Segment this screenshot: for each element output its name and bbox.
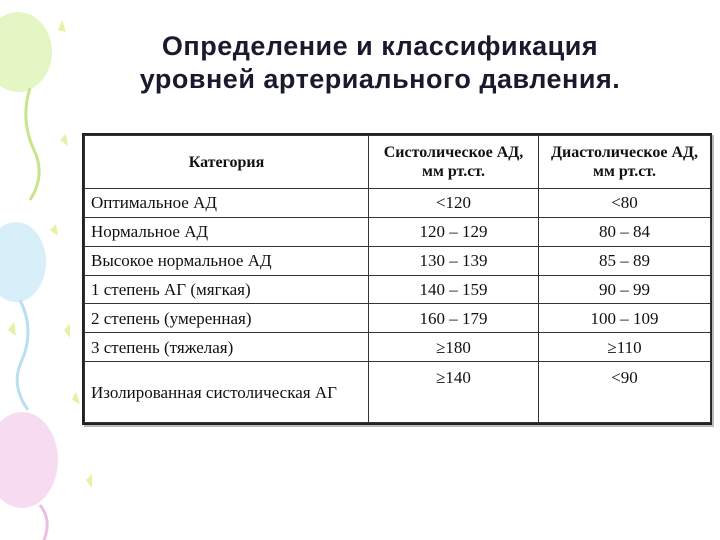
table-row <box>85 362 711 423</box>
systolic-cell: ≥140 <box>369 362 539 423</box>
header-systolic: Систолическое АД, мм рт.ст. <box>369 136 539 189</box>
table-row <box>85 217 711 246</box>
systolic-cell: 120 – 129 <box>369 217 539 246</box>
table-row <box>85 275 711 304</box>
header-diastolic: Диастолическое АД, мм рт.ст. <box>539 136 711 189</box>
title-line-1: Определение и классификация <box>161 31 599 61</box>
systolic-cell: ≥180 <box>369 333 539 362</box>
title-line-2: уровней артериального давления. <box>139 64 621 94</box>
table-header-row <box>85 136 711 189</box>
systolic-cell: <120 <box>369 189 539 218</box>
green-balloon-icon <box>0 12 52 200</box>
category-cell: Оптимальное АД <box>85 189 369 218</box>
table-row <box>85 246 711 275</box>
page-title <box>70 30 690 96</box>
diastolic-cell: <90 <box>539 362 711 423</box>
table-row <box>85 304 711 333</box>
pink-balloon-icon <box>0 412 58 540</box>
category-cell: Нормальное АД <box>85 217 369 246</box>
systolic-cell: 160 – 179 <box>369 304 539 333</box>
category-cell: Высокое нормальное АД <box>85 246 369 275</box>
bp-classification-table <box>82 133 712 425</box>
category-cell: Изолированная систолическая АГ <box>85 362 369 423</box>
category-cell: 1 степень АГ (мягкая) <box>85 275 369 304</box>
diastolic-cell: 100 – 109 <box>539 304 711 333</box>
header-category: Категория <box>85 136 369 189</box>
diastolic-cell: 80 – 84 <box>539 217 711 246</box>
table-row <box>85 333 711 362</box>
category-cell: 2 степень (умеренная) <box>85 304 369 333</box>
table-row <box>85 189 711 218</box>
systolic-cell: 130 – 139 <box>369 246 539 275</box>
diastolic-cell: 85 – 89 <box>539 246 711 275</box>
systolic-cell: 140 – 159 <box>369 275 539 304</box>
diastolic-cell: ≥110 <box>539 333 711 362</box>
blue-balloon-icon <box>0 222 46 410</box>
diastolic-cell: 90 – 99 <box>539 275 711 304</box>
diastolic-cell: <80 <box>539 189 711 218</box>
category-cell: 3 степень (тяжелая) <box>85 333 369 362</box>
